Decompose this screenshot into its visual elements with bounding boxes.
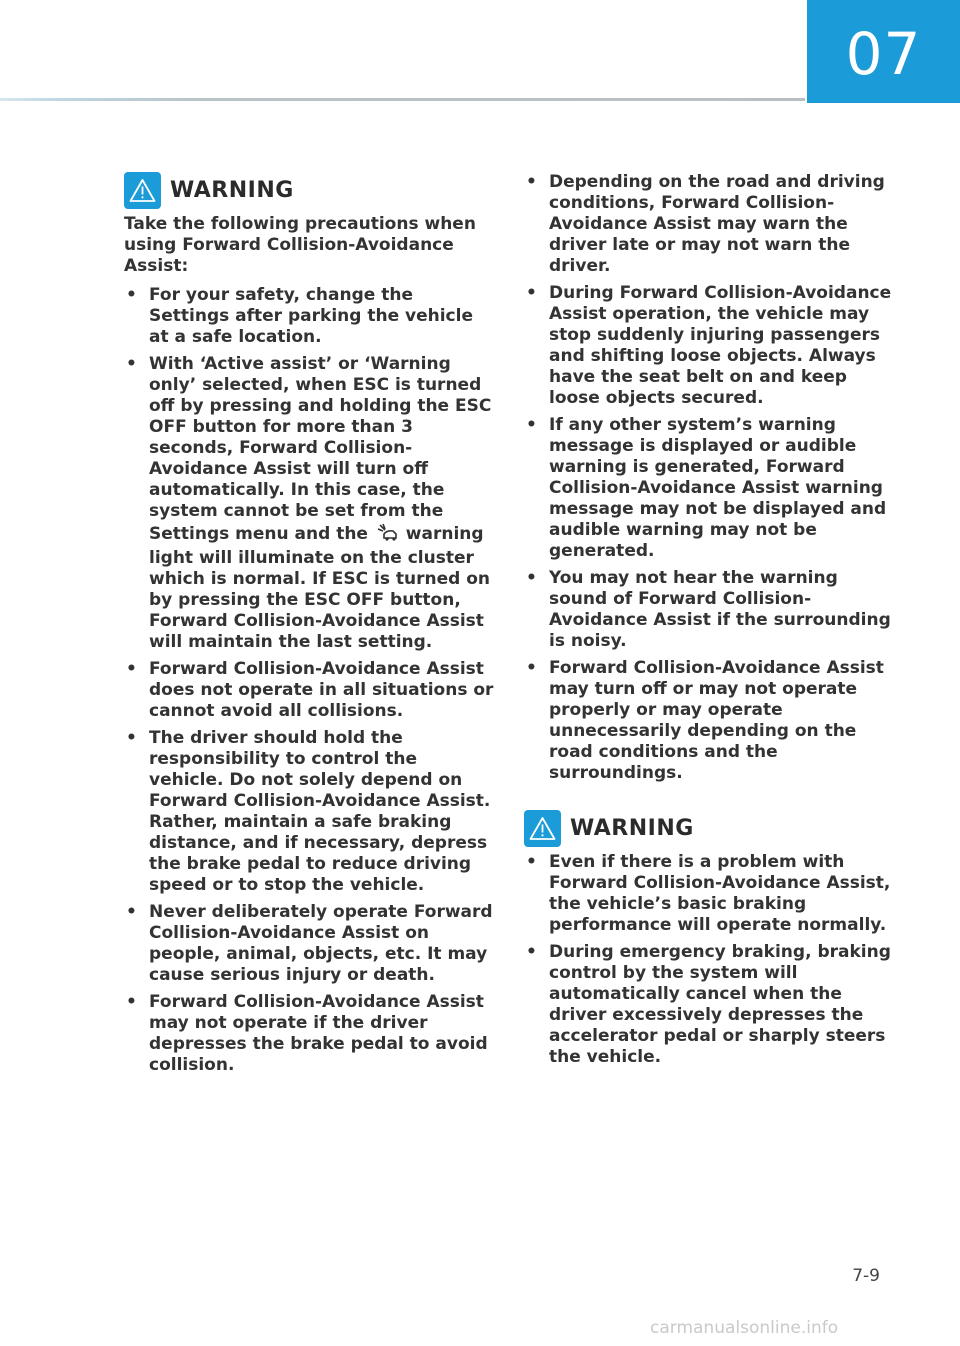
bullet-marker: • [126,902,137,922]
bullet-marker: • [526,415,537,435]
bullet-marker: • [526,658,537,678]
list-item [524,942,894,1068]
warning-title-2: WARNING [570,815,694,841]
list-item [524,658,894,784]
warning-list [124,285,494,1076]
bullet-marker: • [126,354,137,374]
bullet-marker: • [526,942,537,962]
esc-text-after: warning light will illuminate on the cluster which is normal. If ESC is turned on by pressing the ESC OFF button, Forward Collision-Avoidance Assist will maintain the last setting. [149,524,491,652]
list-item [124,354,494,653]
bullet-text: During Forward Collision-Avoidance Assist operation, the vehicle may stop suddenly injuring passengers and shifting loose objects. Always have the seat belt on and keep loose objects secured. [549,283,892,408]
bullet-text [149,354,494,653]
warning-title: WARNING [170,177,294,203]
chapter-tab: 07 [807,0,960,103]
bullet-marker: • [526,568,537,588]
bullet-marker: • [526,852,537,872]
right-column [524,172,894,1074]
bullet-text: If any other system’s warning message is displayed or audible warning is generated, Forward Collision-Avoidance Assist warning message may not be displayed and audible warning may not be generated. [549,415,887,561]
bullet-marker: • [126,659,137,679]
list-item [524,852,894,936]
left-column [124,170,494,1082]
bullet-text: During emergency braking, braking control by the system will automatically cancel when the driver excessively depresses the accelerator pedal or sharply steers the vehicle. [549,942,891,1067]
bullet-marker: • [126,728,137,748]
list-item [524,283,894,409]
warning-list-continued [524,172,894,784]
bullet-text: Forward Collision-Avoidance Assist does not operate in all situations or cannot avoid all collisions. [149,659,494,721]
bullet-marker: • [526,172,537,192]
bullet-text: Forward Collision-Avoidance Assist may not operate if the driver depresses the brake pedal to avoid collision. [149,992,488,1075]
list-item [524,568,894,652]
watermark: carmanualsonline.info [650,1318,839,1338]
bullet-text: Forward Collision-Avoidance Assist may turn off or may not operate properly or may operate unnecessarily depending on the road conditions and the surroundings. [549,658,884,783]
header-rule [0,98,805,101]
page-number: 7-9 [852,1266,880,1286]
bullet-marker: • [526,283,537,303]
warning-header-2 [524,808,894,848]
list-item [524,415,894,562]
warning-list-2 [524,852,894,1068]
esc-text-before: With ‘Active assist’ or ‘Warning only’ selected, when ESC is turned off by pressing and holding the ESC OFF button for more than 3 seconds, Forward Collision-Avoidance Assist will turn off automatically. In this case, the system cannot be set from the Settings menu and the [149,354,492,544]
warning-header [124,170,494,210]
list-item [124,285,494,348]
list-item [124,659,494,722]
list-item [124,992,494,1076]
fca-warning-light-icon [376,522,398,548]
bullet-text: Even if there is a problem with Forward Collision-Avoidance Assist, the vehicle’s basic braking performance will operate normally. [549,852,891,935]
warning-triangle-icon [124,172,161,209]
list-item [124,728,494,896]
bullet-text: You may not hear the warning sound of Forward Collision-Avoidance Assist if the surrounding is noisy. [549,568,891,651]
list-item [524,172,894,277]
bullet-text: For your safety, change the Settings after parking the vehicle at a safe location. [149,285,473,347]
bullet-text: The driver should hold the responsibility to control the vehicle. Do not solely depend on Forward Collision-Avoidance Assist. Rather, maintain a safe braking distance, and if necessary, depress the brake pedal to reduce driving speed or to stop the vehicle. [149,728,491,895]
section-gap [524,790,894,808]
warning-intro: Take the following precautions when using Forward Collision-Avoidance Assist: [124,214,476,276]
bullet-marker: • [126,992,137,1012]
bullet-marker: • [126,285,137,305]
bullet-text: Never deliberately operate Forward Collision-Avoidance Assist on people, animal, objects, etc. It may cause serious injury or death. [149,902,493,985]
bullet-text: Depending on the road and driving conditions, Forward Collision-Avoidance Assist may warn the driver late or may not warn the driver. [549,172,885,276]
warning-triangle-icon [524,810,561,847]
list-item [124,902,494,986]
